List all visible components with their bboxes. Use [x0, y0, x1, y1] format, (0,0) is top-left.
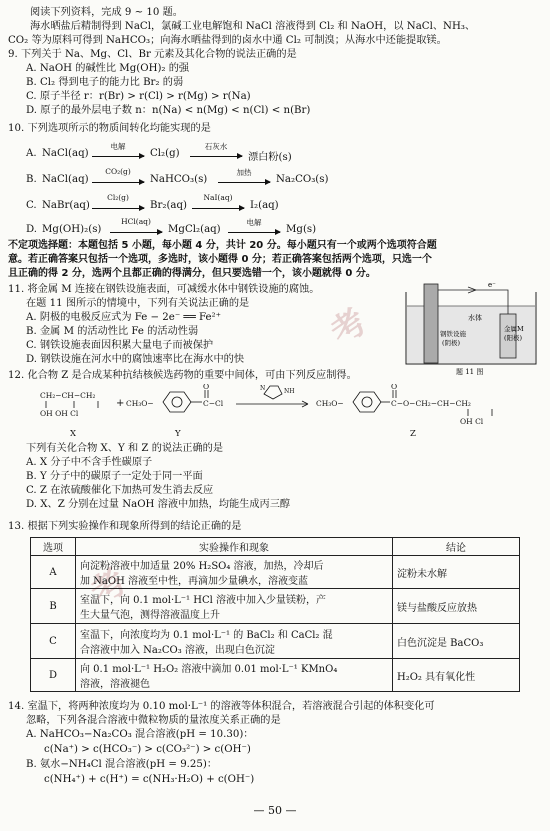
q13-stem: 13. 根据下列实验操作和现象所得到的结论正确的是 [8, 521, 242, 532]
table-row [31, 624, 520, 659]
svg-text:C−O−CH₂−CH−CH₂: C−O−CH₂−CH−CH₂ [391, 399, 471, 408]
label-z: Z [410, 429, 416, 439]
intro-line: 阅读下列资料，完成 9 ~ 10 题。 [30, 7, 183, 18]
steel-label: (阴极) [442, 339, 461, 347]
intro-line: CO₂ 等为原料可得到 NaHCO₃；向海水晒盐得到的卤水中通 Cl₂ 可制溴；从海水中还能提取镁。 [8, 35, 447, 46]
corrosion-figure [404, 276, 540, 376]
q12-option-a: A. X 分子中不含手性碳原子 [26, 457, 153, 468]
svg-text:NH: NH [284, 388, 295, 395]
q11-option-b: B. 金属 M 的活动性比 Fe 的活动性弱 [26, 326, 199, 337]
table-cell: 向 0.1 mol·L⁻¹ H₂O₂ 溶液中滴加 0.01 mol·L⁻¹ KMnO₄ [80, 664, 338, 675]
svg-text:C−Cl: C−Cl [203, 399, 224, 408]
q10-b-label: B. [26, 174, 37, 185]
metal-label: 金属M [504, 325, 524, 333]
electron-label: e⁻ [488, 281, 496, 289]
reaction-arrow [110, 232, 162, 233]
svg-text:OH Cl: OH Cl [460, 417, 484, 426]
q14-stem: 14. 室温下，将两种浓度均为 0.10 mol·L⁻¹ 的溶液等体积混合，若溶液混合引起的体积变化可 [8, 701, 435, 712]
svg-text:O: O [203, 384, 210, 391]
q10-a-species2: Cl₂(g) [150, 148, 180, 159]
q10-c-species3: I₂(aq) [250, 200, 279, 211]
q10-c-species1: NaBr(aq) [42, 200, 90, 211]
q12-stem: 12. 化合物 Z 是合成某种抗结核候选药物的重要中间体，可由下列反应制得。 [8, 370, 357, 381]
table-row [31, 659, 520, 692]
reaction-arrow [190, 156, 242, 157]
q10-d-label: D. [26, 224, 38, 235]
q10-d-species2: MgCl₂(aq) [168, 224, 221, 235]
q10-b-species1: NaCl(aq) [42, 174, 89, 185]
section-instructions: 不定项选择题：本题包括 5 小题，每小题 4 分，共计 20 分。每小题只有一个或两个选项符合题 [8, 240, 437, 251]
q10-b-condition1: CO₂(g) [105, 167, 131, 176]
table-cell: 向淀粉溶液中加适量 20% H₂SO₄ 溶液，加热，冷却后 [80, 561, 324, 572]
q14-option-a: A. NaHCO₃−Na₂CO₃ 混合溶液(pH = 10.30)： [26, 729, 254, 740]
table-cell: 合溶液中加入 Na₂CO₃ 溶液，出现白色沉淀 [80, 645, 275, 656]
q9-option-d: D. 原子的最外层电子数 n：n(Na) < n(Mg) < n(Cl) < n(Br) [26, 105, 311, 116]
figure-caption: 题 11 图 [456, 368, 484, 376]
q10-d-species3: Mg(s) [286, 224, 317, 235]
q9-stem: 9. 下列关于 Na、Mg、Cl、Br 元素及其化合物的说法正确的是 [8, 49, 297, 60]
q10-c-condition2: NaI(aq) [203, 193, 233, 202]
q11-stem: 11. 将金属 M 连接在钢铁设施表面，可减缓水体中钢铁设施的腐蚀。 [8, 284, 320, 295]
q13-table [30, 537, 520, 692]
table-cell: 淀粉未水解 [393, 556, 520, 589]
q11-option-a: A. 阴极的电极反应式为 Fe − 2e⁻ ══ Fe²⁺ [26, 312, 221, 323]
svg-text:CH₃O−: CH₃O− [126, 399, 154, 408]
table-cell: 镁与盐酸反应放热 [393, 589, 520, 624]
water-label: 水体 [468, 314, 482, 322]
q9-option-a: A. NaOH 的碱性比 Mg(OH)₂ 的强 [26, 63, 190, 74]
q12-option-c: C. Z 在浓硫酸催化下加热可发生消去反应 [26, 485, 214, 496]
table-cell: 室温下，向 0.1 mol·L⁻¹ HCl 溶液中加入少量镁粉，产 [80, 595, 326, 606]
metal-label: (阳极) [504, 334, 523, 342]
q14-option-a-relation: c(Na⁺) > c(HCO₃⁻) > c(CO₃²⁻) > c(OH⁻) [44, 744, 251, 755]
q14-option-b: B. 氨水−NH₄Cl 混合溶液(pH = 9.25)： [26, 759, 218, 770]
q10-a-species1: NaCl(aq) [42, 148, 89, 159]
svg-text:CH₃O−: CH₃O− [316, 399, 344, 408]
table-cell: 室温下，向浓度均为 0.1 mol·L⁻¹ 的 BaCl₂ 和 CaCl₂ 混 [80, 630, 333, 641]
page-number: — 50 — [253, 804, 297, 817]
section-instructions: 意。若正确答案只包括一个选项，多选时，该小题得 0 分；若正确答案包括两个选项，只选一个 [8, 254, 432, 265]
q9-option-b: B. Cl₂ 得到电子的能力比 Br₂ 的弱 [26, 77, 184, 88]
q12-reaction-scheme [40, 384, 530, 442]
svg-text:O: O [391, 384, 398, 391]
q10-c-condition1: Cl₂(g) [107, 193, 129, 202]
q12-question: 下列有关化合物 X、Y 和 Z 的说法正确的是 [26, 443, 224, 454]
table-header: 选项 [31, 538, 76, 556]
q10-b-species3: Na₂CO₃(s) [276, 174, 329, 185]
svg-text:CH₂−CH−CH₂: CH₂−CH−CH₂ [40, 391, 96, 400]
q10-d-condition2: 电解 [246, 218, 262, 227]
q10-a-condition2: 石灰水 [204, 142, 228, 151]
svg-text:+: + [116, 398, 125, 409]
q10-b-condition2: 加热 [236, 168, 252, 177]
reaction-arrow [228, 232, 280, 233]
svg-text:OH OH Cl: OH OH Cl [40, 409, 79, 418]
watermark: 考 [323, 301, 375, 354]
q10-c-label: C. [26, 200, 37, 211]
q12-option-b: B. Y 分子中的碳原子一定处于同一平面 [26, 471, 203, 482]
q10-c-species2: Br₂(aq) [150, 200, 187, 211]
svg-text:N: N [260, 385, 266, 392]
table-cell: B [31, 589, 76, 624]
table-cell: A [31, 556, 76, 589]
section-instructions: 且正确的得 2 分，选两个且都正确的得满分，但只要选错一个，该小题就得 0 分。 [8, 268, 376, 279]
reaction-arrow [92, 156, 144, 157]
q14-option-b-relation: c(NH₄⁺) + c(H⁺) = c(NH₃·H₂O) + c(OH⁻) [44, 774, 255, 785]
q10-a-condition1: 电解 [110, 142, 126, 151]
q14-stem: 忽略，下列各混合溶液中微粒物质的量浓度关系正确的是 [26, 715, 281, 726]
table-cell: H₂O₂ 具有氧化性 [393, 659, 520, 692]
label-y: Y [175, 429, 181, 439]
table-cell: 白色沉淀是 BaCO₃ [393, 624, 520, 659]
reaction-arrow [92, 208, 144, 209]
q11-option-c: C. 钢铁设施表面因积累大量电子而被保护 [26, 340, 214, 351]
q10-a-label: A. [26, 148, 37, 159]
watermark: 考 [83, 561, 135, 614]
table-cell: D [31, 659, 76, 692]
q11-stem: 在题 11 图所示的情境中，下列有关说法正确的是 [26, 298, 250, 309]
q10-d-condition1: HCl(aq) [121, 217, 151, 226]
table-row [31, 589, 520, 624]
table-cell: 溶液，溶液褪色 [80, 679, 150, 690]
q10-stem: 10. 下列选项所示的物质间转化均能实现的是 [8, 123, 211, 134]
q11-option-d: D. 钢铁设施在河水中的腐蚀速率比在海水中的快 [26, 354, 245, 365]
q9-option-c: C. 原子半径 r：r(Br) > r(Cl) > r(Mg) > r(Na) [26, 91, 251, 102]
table-cell: 生大量气泡，测得溶液温度上升 [80, 610, 220, 621]
table-header: 实验操作和现象 [76, 538, 393, 556]
table-cell: C [31, 624, 76, 659]
q12-option-d: D. X、Z 分别在过量 NaOH 溶液中加热，均能生成丙三醇 [26, 499, 291, 510]
table-row [31, 556, 520, 589]
steel-label: 钢铁设施 [440, 330, 466, 338]
q10-d-species1: Mg(OH)₂(s) [42, 224, 102, 235]
reaction-arrow [218, 182, 270, 183]
q10-a-species3: 漂白粉(s) [248, 152, 292, 163]
reaction-arrow [92, 182, 144, 183]
intro-line: 海水晒盐后精制得到 NaCl，氯碱工业电解饱和 NaCl 溶液得到 Cl₂ 和 NaOH，以 NaCl、NH₃、 [30, 21, 476, 32]
table-cell: 加 NaOH 溶液至中性，再滴加少量碘水，溶液变蓝 [80, 576, 308, 587]
label-x: X [70, 429, 77, 439]
reaction-arrow [192, 208, 244, 209]
q10-b-species2: NaHCO₃(s) [150, 174, 208, 185]
table-header: 结论 [393, 538, 520, 556]
